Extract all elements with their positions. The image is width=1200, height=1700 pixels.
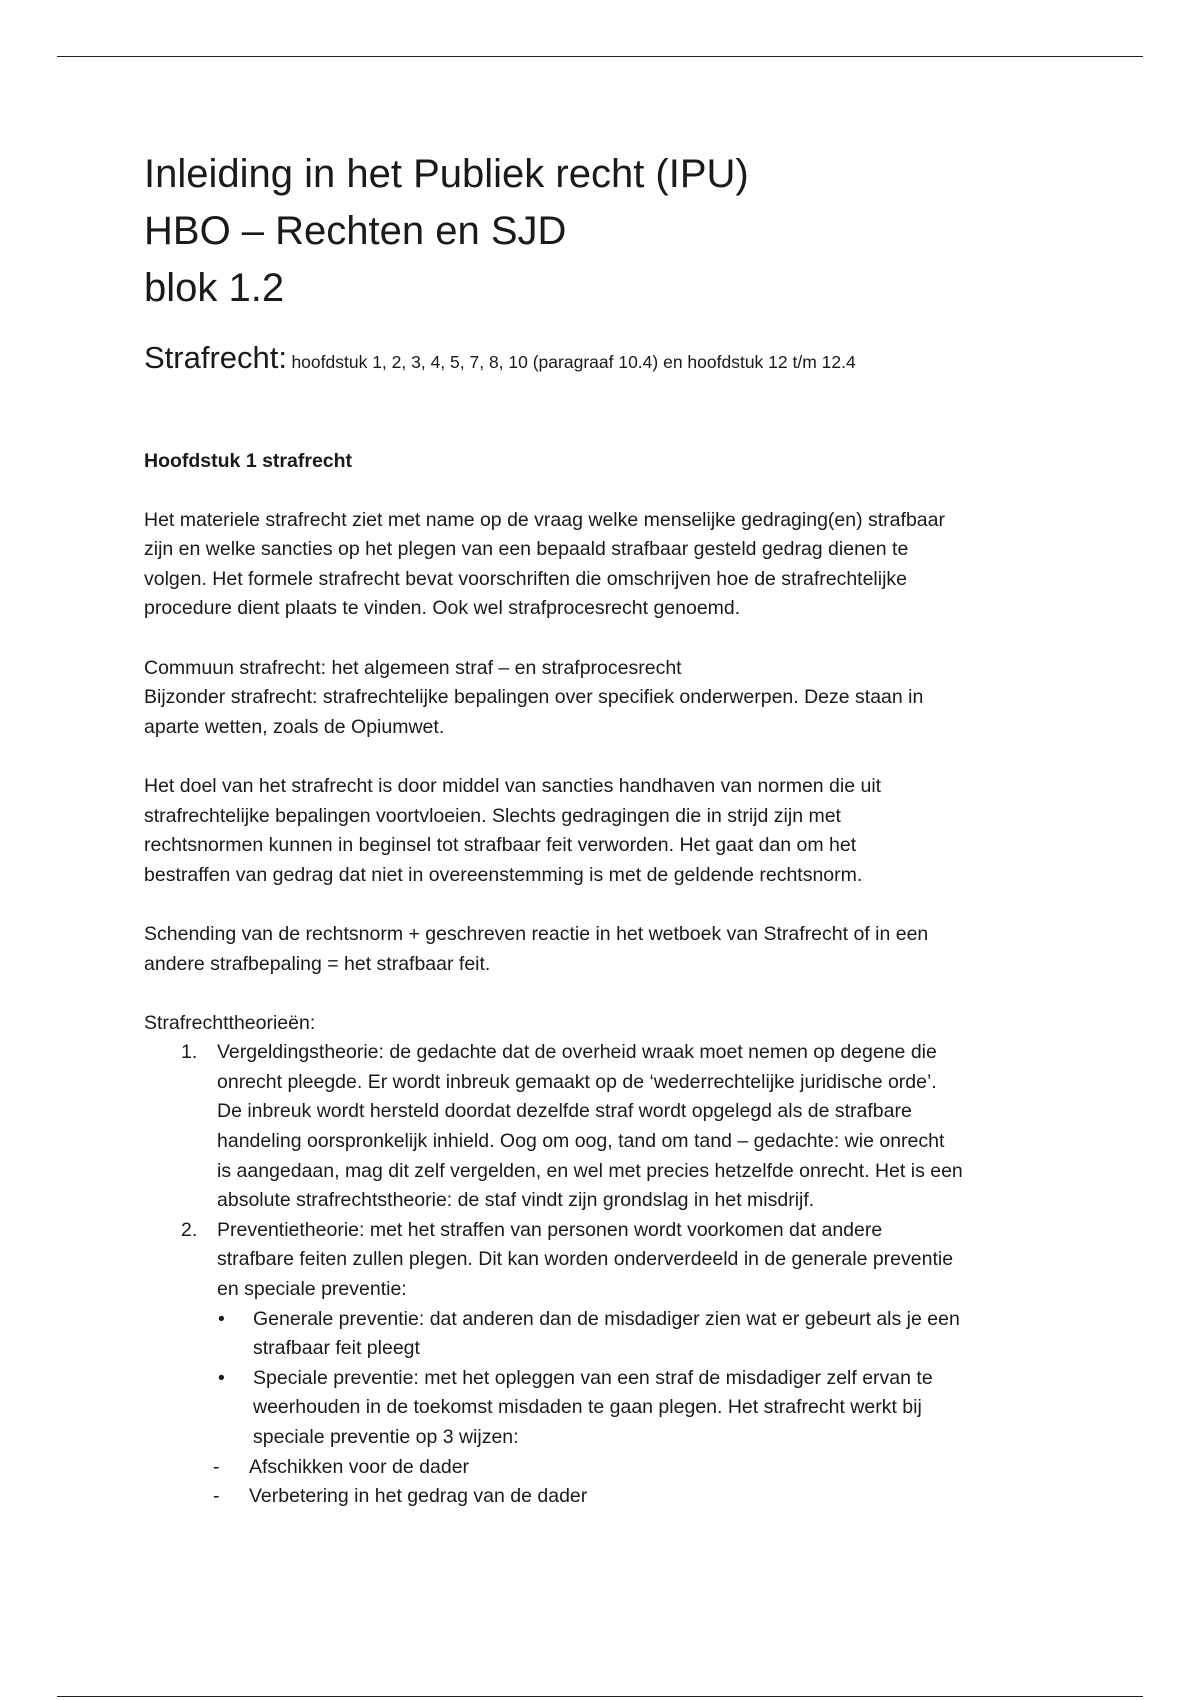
title-line-block: blok 1.2 — [144, 266, 285, 310]
theories-list — [144, 1038, 1084, 1304]
paragraph-strafbaar-feit — [144, 920, 1084, 979]
text-line: Het materiele strafrecht ziet met name op de vraag welke menselijke gedraging(en) strafbaar — [144, 508, 945, 531]
subject-chapters: hoofdstuk 1, 2, 3, 4, 5, 7, 8, 10 (paragraaf 10.4) en hoofdstuk 12 t/m 12.4 — [291, 352, 856, 372]
text-line: onrecht pleegde. Er wordt inbreuk gemaakt op de ‘wederrechtelijke juridische orde’. — [217, 1070, 937, 1093]
document-body — [144, 146, 1084, 1512]
text-line: is aangedaan, mag dit zelf vergelden, en wel met precies hetzelfde onrecht. Het is een — [217, 1159, 963, 1182]
text-line: strafbare feiten zullen plegen. Dit kan worden onderverdeeld in de generale preventie — [217, 1248, 954, 1271]
title-line-program: HBO – Rechten en SJD — [144, 209, 567, 253]
text-line: absolute strafrechtstheorie: de staf vindt zijn grondslag in het misdrijf. — [217, 1189, 815, 1212]
text-line: zijn en welke sancties op het plegen van een bepaald strafbaar gesteld gedrag dienen te — [144, 538, 909, 561]
text-line: aparte wetten, zoals de Opiumwet. — [144, 715, 445, 738]
document-title — [144, 146, 1084, 317]
text-line: Generale preventie: dat anderen dan de misdadiger zien wat er gebeurt als je een — [253, 1307, 960, 1330]
footer-rule — [57, 1696, 1143, 1697]
text-line: De inbreuk wordt hersteld doordat dezelfde straf wordt opgelegd als de strafbare — [217, 1100, 912, 1123]
text-line: Afschikken voor de dader — [249, 1455, 470, 1478]
list-item-preventietheorie — [144, 1216, 1084, 1305]
subject-line — [144, 338, 1084, 384]
text-line: Vergeldingstheorie: de gedachte dat de overheid wraak moet nemen op degene die — [217, 1041, 937, 1064]
list-number: 2. — [181, 1218, 198, 1241]
text-line: weerhouden in de toekomst misdaden te gaan plegen. Het strafrecht werkt bij — [253, 1396, 922, 1419]
text-line: andere strafbepaling = het strafbaar feit. — [144, 952, 491, 975]
text-line: Preventietheorie: met het straffen van personen wordt voorkomen dat andere — [217, 1218, 883, 1241]
text-line: Bijzonder strafrecht: strafrechtelijke bepalingen over specifiek onderwerpen. Deze staan in — [144, 686, 924, 709]
list-item-verbetering — [144, 1482, 1084, 1512]
text-line: strafrechtelijke bepalingen voortvloeien. Slechts gedragingen die in strijd zijn met — [144, 804, 841, 827]
text-line: en speciale preventie: — [217, 1278, 407, 1301]
text-line: bestraffen van gedrag dat niet in overeenstemming is met de geldende rechtsnorm. — [144, 863, 863, 886]
text-line: strafbaar feit pleegt — [253, 1337, 420, 1360]
paragraph-doel-strafrecht — [144, 772, 1084, 890]
text-line: rechtsnormen kunnen in beginsel tot strafbaar feit verworden. Het gaat dan om het — [144, 834, 857, 857]
dash-icon: - — [213, 1455, 220, 1478]
text-line: handeling oorspronkelijk inhield. Oog om oog, tand om tand – gedachte: wie onrecht — [217, 1130, 945, 1153]
text-line: volgen. Het formele strafrecht bevat voorschriften die omschrijven hoe de strafrechtelijke — [144, 567, 908, 590]
chapter-text — [144, 506, 1084, 1512]
text-line: Speciale preventie: met het opleggen van een straf de misdadiger zelf ervan te — [253, 1366, 933, 1389]
list-item-afschrikken — [144, 1453, 1084, 1483]
list-item-speciale-preventie — [144, 1364, 1084, 1453]
text-line: Commuun strafrecht: het algemeen straf – en strafprocesrecht — [144, 656, 682, 679]
dash-icon: - — [213, 1485, 220, 1508]
text-line: Schending van de rechtsnorm + geschreven reactie in het wetboek van Strafrecht of in een — [144, 922, 929, 945]
text-line: procedure dient plaats te vinden. Ook wel strafprocesrecht genoemd. — [144, 597, 741, 620]
title-line-course: Inleiding in het Publiek recht (IPU) — [144, 152, 749, 196]
theories-label: Strafrechttheorieën: — [144, 1011, 316, 1034]
bullet-icon: • — [218, 1307, 225, 1330]
special-prevention-ways — [144, 1453, 1084, 1512]
text-line: Verbetering in het gedrag van de dader — [249, 1485, 588, 1508]
text-line: Het doel van het strafrecht is door middel van sancties handhaven van normen die uit — [144, 774, 882, 797]
list-item-generale-preventie — [144, 1305, 1084, 1364]
list-number: 1. — [181, 1041, 198, 1064]
paragraph-materieel-formeel — [144, 506, 1084, 624]
prevention-bullets — [144, 1305, 1084, 1453]
chapter-heading: Hoofdstuk 1 strafrecht — [144, 450, 353, 472]
subject-label: Strafrecht: — [144, 340, 287, 375]
header-rule — [57, 56, 1143, 57]
list-item-vergeldingstheorie — [144, 1038, 1084, 1216]
bullet-icon: • — [218, 1366, 225, 1389]
paragraph-commuun-bijzonder — [144, 654, 1084, 743]
text-line: speciale preventie op 3 wijzen: — [253, 1426, 519, 1448]
